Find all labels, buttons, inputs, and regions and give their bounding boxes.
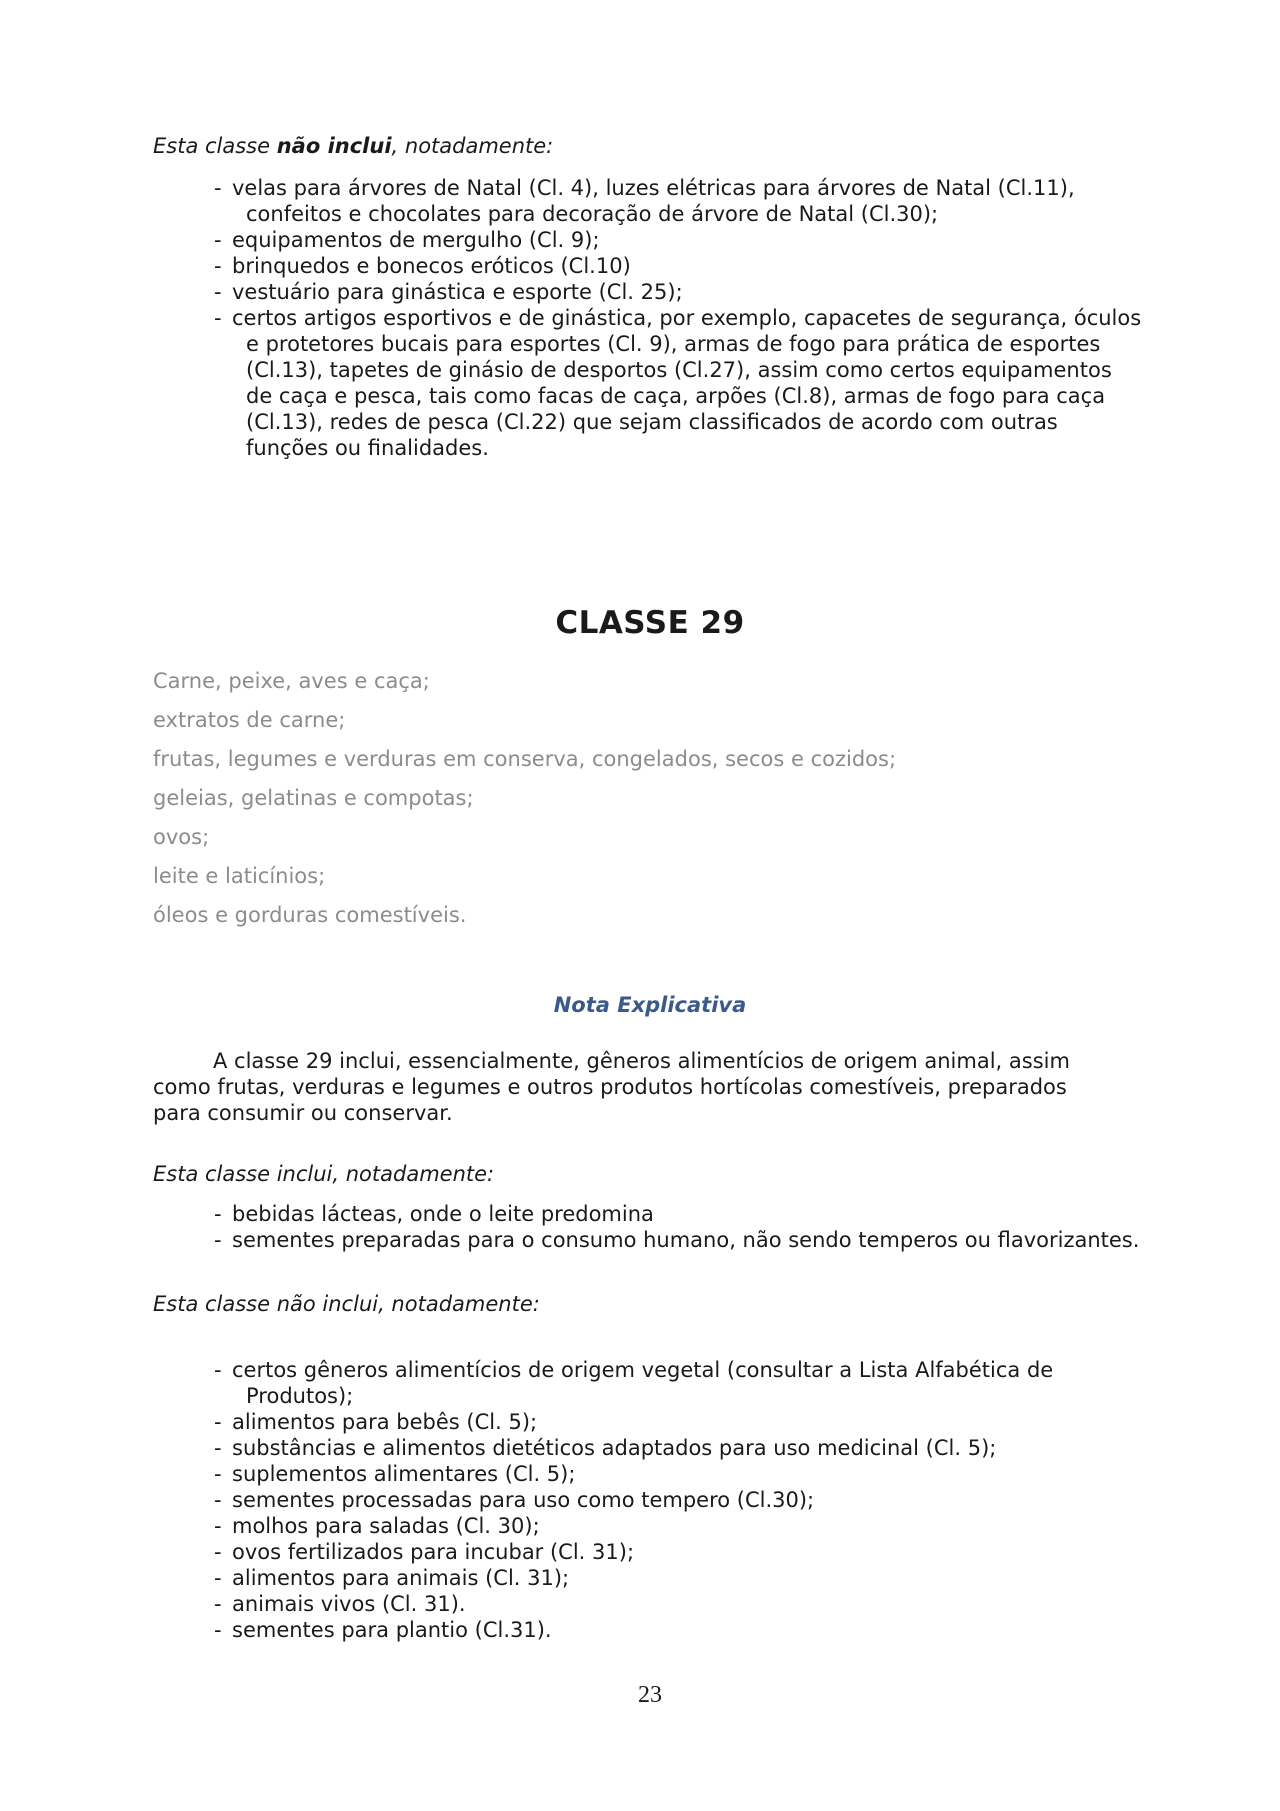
nota-title: Nota Explicativa (553, 993, 747, 1017)
heading-item: extratos de carne; (153, 708, 346, 732)
heading-item: geleias, gelatinas e compotas; (153, 786, 474, 810)
list-item: - sementes para plantio (Cl.31). (214, 1618, 552, 1642)
list-item: - alimentos para bebês (Cl. 5); (214, 1410, 538, 1434)
list-item: - certos gêneros alimentícios de origem vegetal (consultar a Lista Alfabética de Produtos); (214, 1358, 1054, 1408)
heading-item: leite e laticínios; (153, 864, 326, 888)
list-item: - equipamentos de mergulho (Cl. 9); (214, 228, 600, 252)
heading-item: Carne, peixe, aves e caça; (153, 669, 430, 693)
list-item: - brinquedos e bonecos eróticos (Cl.10) (214, 254, 631, 278)
list-item: - certos artigos esportivos e de ginástica, por exemplo, capacetes de segurança, óculos e protetores bucais para esportes (Cl. 9), armas de fogo para prática de esportes (Cl.13), tapetes de ginásio de desportos (Cl.27), assim como certos equipamentos de caça e pesca, tais como facas de caça, arpões (Cl.8), armas de fogo para caça (Cl.13), redes de pesca (Cl.22) que sejam classificados de acordo com outras funções ou finalidades. (214, 306, 1142, 460)
includes-list (214, 1201, 1144, 1253)
list-item: - animais vivos (Cl. 31). (214, 1592, 466, 1616)
nota-paragraph: A classe 29 inclui, essencialmente, gêneros alimentícios de origem animal, assim como frutas, verduras e legumes e outros produtos hortícolas comestíveis, preparados para consumir ou conservar. (153, 1049, 1070, 1125)
intro-bold: não inclui (276, 134, 392, 158)
list-item: - bebidas lácteas, onde o leite predomina (214, 1202, 654, 1226)
excludes-list (214, 1357, 1144, 1643)
page-number: 23 (638, 1682, 662, 1708)
heading-item: óleos e gorduras comestíveis. (153, 903, 467, 927)
heading-item: frutas, legumes e verduras em conserva, congelados, secos e cozidos; (153, 747, 897, 771)
list-item: - velas para árvores de Natal (Cl. 4), luzes elétricas para árvores de Natal (Cl.11), confeitos e chocolates para decoração de árvore de Natal (Cl.30); (214, 176, 1075, 226)
class-title: CLASSE 29 (555, 605, 745, 641)
list-item: - substâncias e alimentos dietéticos adaptados para uso medicinal (Cl. 5); (214, 1436, 997, 1460)
list-item: - ovos fertilizados para incubar (Cl. 31); (214, 1540, 635, 1564)
list-item: - molhos para saladas (Cl. 30); (214, 1514, 540, 1538)
list-item: - suplementos alimentares (Cl. 5); (214, 1462, 576, 1486)
excludes-intro: Esta classe não inclui, notadamente: (153, 1292, 540, 1316)
heading-item: ovos; (153, 825, 210, 849)
includes-intro: Esta classe inclui, notadamente: (153, 1162, 495, 1186)
list-item: - vestuário para ginástica e esporte (Cl. 25); (214, 280, 683, 304)
exclusions-list (214, 175, 1144, 461)
intro-prefix: Esta classe (153, 134, 277, 158)
list-item: - alimentos para animais (Cl. 31); (214, 1566, 570, 1590)
exclusions-intro (153, 134, 553, 158)
list-item: - sementes processadas para uso como tempero (Cl.30); (214, 1488, 815, 1512)
intro-suffix: , notadamente: (391, 134, 554, 158)
class-headings (153, 668, 896, 941)
list-item: - sementes preparadas para o consumo humano, não sendo temperos ou flavorizantes. (214, 1228, 1140, 1252)
